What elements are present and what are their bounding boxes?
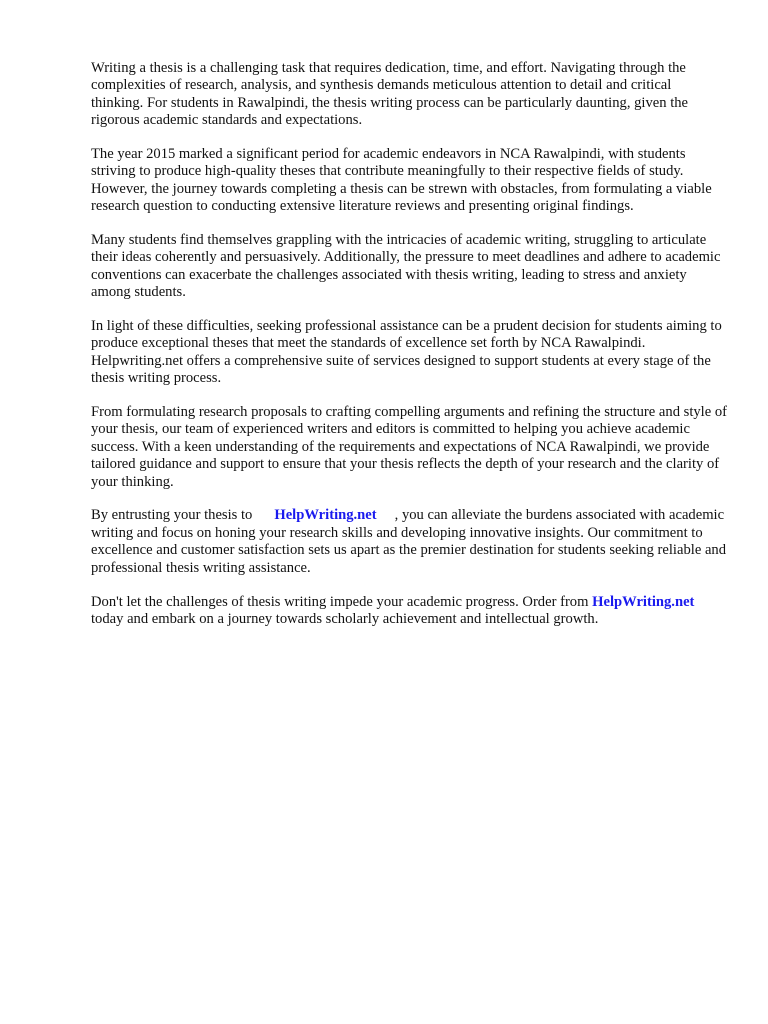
paragraph-services: From formulating research proposals to crafting compelling arguments and refining the structure and style of your thesis, our team of experienced writers and editors is committed to helping you achieve academic success. With a keen understanding of the requirements and expectations of NCA Rawalpindi, we provide tailored guidance and support to ensure that your thesis reflects the depth of your research and the clarity of your thinking. — [91, 404, 728, 490]
paragraph-challenges: Many students find themselves grappling with the intricacies of academic writing, struggling to articulate their ideas coherently and persuasively. Additionally, the pressure to meet deadlines and adhere to academic conventions can exacerbate the challenges associated with thesis writing, leading to stress and anxiety among students. — [91, 232, 721, 301]
entrusting-text-after: , you can alleviate the burdens associated with academic writing and focus on honing your research skills and developing innovative insights. Our commitment to excellence and customer satisfaction sets us apart as the premier destination for students seeking reliable and professional thesis writing assistance. — [91, 507, 727, 576]
paragraph-order — [91, 594, 727, 629]
order-text-before: Don't let the challenges of thesis writing impede your academic progress. Order from — [91, 593, 589, 610]
paragraph-intro: Writing a thesis is a challenging task that requires dedication, time, and effort. Navigating through the complexities of research, analysis, and synthesis demands meticulous attention to detail and critical thinking. For students in Rawalpindi, the thesis writing process can be particularly daunting, given the rigorous academic standards and expectations. — [91, 60, 689, 129]
paragraph-assistance: In light of these difficulties, seeking professional assistance can be a prudent decision for students aiming to produce exceptional theses that meet the standards of excellence set forth by NCA Rawalpindi. Helpwriting.net offers a comprehensive suite of services designed to support students at every stage of the thesis writing process. — [91, 318, 722, 387]
paragraph-2015: The year 2015 marked a significant period for academic endeavors in NCA Rawalpindi, with students striving to produce high-quality theses that contribute meaningfully to their respective fields of study. However, the journey towards completing a thesis can be strewn with obstacles, from formulating a viable research question to conducting extensive literature reviews and presenting original findings. — [91, 146, 712, 215]
order-text-after: today and embark on a journey towards scholarly achievement and intellectual growth. — [91, 610, 599, 627]
helpwriting-order-link[interactable]: HelpWriting.net — [592, 593, 695, 610]
entrusting-text-before: By entrusting your thesis to — [91, 507, 253, 524]
document-page — [91, 60, 727, 645]
paragraph-entrusting — [91, 507, 727, 577]
helpwriting-link[interactable]: HelpWriting.net — [274, 507, 377, 524]
